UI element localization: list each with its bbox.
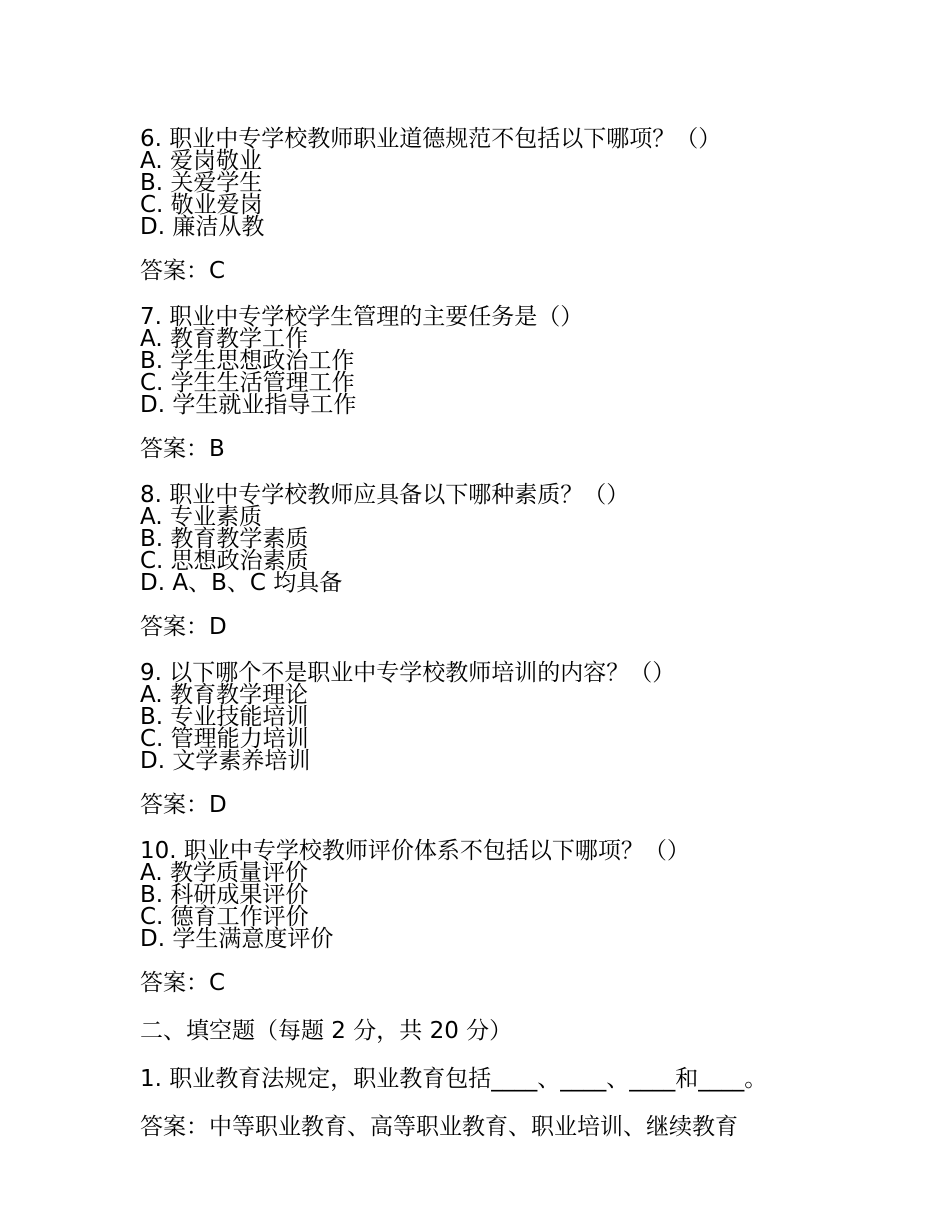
option-c: C. 德育工作评价 [140,904,309,930]
option-d: D. 廉洁从教 [140,214,265,240]
question-block-10 [140,840,840,1018]
option-d: D. 学生满意度评价 [140,926,334,952]
question-text: 9. 以下哪个不是职业中专学校教师培训的内容？（） [140,660,676,686]
option-b: B. 教育教学素质 [140,526,309,552]
answer-text: 答案：C [140,970,226,996]
document-page [140,128,840,1140]
option-a: A. 教学质量评价 [140,860,308,886]
option-c: C. 思想政治素质 [140,548,309,574]
section-title: 二、填空题（每题 2 分，共 20 分） [140,1018,513,1044]
option-b: B. 科研成果评价 [140,882,309,908]
section-block [140,1018,840,1066]
answer-text: 答案：D [140,614,227,640]
fill-question-text: 1. 职业教育法规定，职业教育包括____、____、____和____。 [140,1066,768,1092]
option-d: D. 文学素养培训 [140,748,311,774]
fill-question-block [140,1066,840,1140]
option-b: B. 学生思想政治工作 [140,348,355,374]
option-a: A. 教育教学理论 [140,682,308,708]
answer-text: 答案：D [140,792,227,818]
question-block-6 [140,128,840,306]
option-a: A. 教育教学工作 [140,326,308,352]
question-block-8 [140,484,840,662]
option-b: B. 专业技能培训 [140,704,309,730]
option-a: A. 爱岗敬业 [140,148,262,174]
question-block-9 [140,662,840,840]
answer-text: 答案：C [140,258,226,284]
fill-answer-text: 答案：中等职业教育、高等职业教育、职业培训、继续教育 [140,1114,738,1140]
option-a: A. 专业素质 [140,504,262,530]
question-text: 10. 职业中专学校教师评价体系不包括以下哪项？（） [140,838,690,864]
option-d: D. 学生就业指导工作 [140,392,357,418]
question-text: 6. 职业中专学校教师职业道德规范不包括以下哪项？（） [140,126,722,152]
question-text: 7. 职业中专学校学生管理的主要任务是（） [140,304,584,330]
option-c: C. 管理能力培训 [140,726,309,752]
option-b: B. 关爱学生 [140,170,263,196]
answer-text: 答案：B [140,436,225,462]
option-c: C. 敬业爱岗 [140,192,263,218]
question-text: 8. 职业中专学校教师应具备以下哪种素质？（） [140,482,630,508]
option-d: D. A、B、C 均具备 [140,570,343,596]
question-block-7 [140,306,840,484]
option-c: C. 学生生活管理工作 [140,370,355,396]
